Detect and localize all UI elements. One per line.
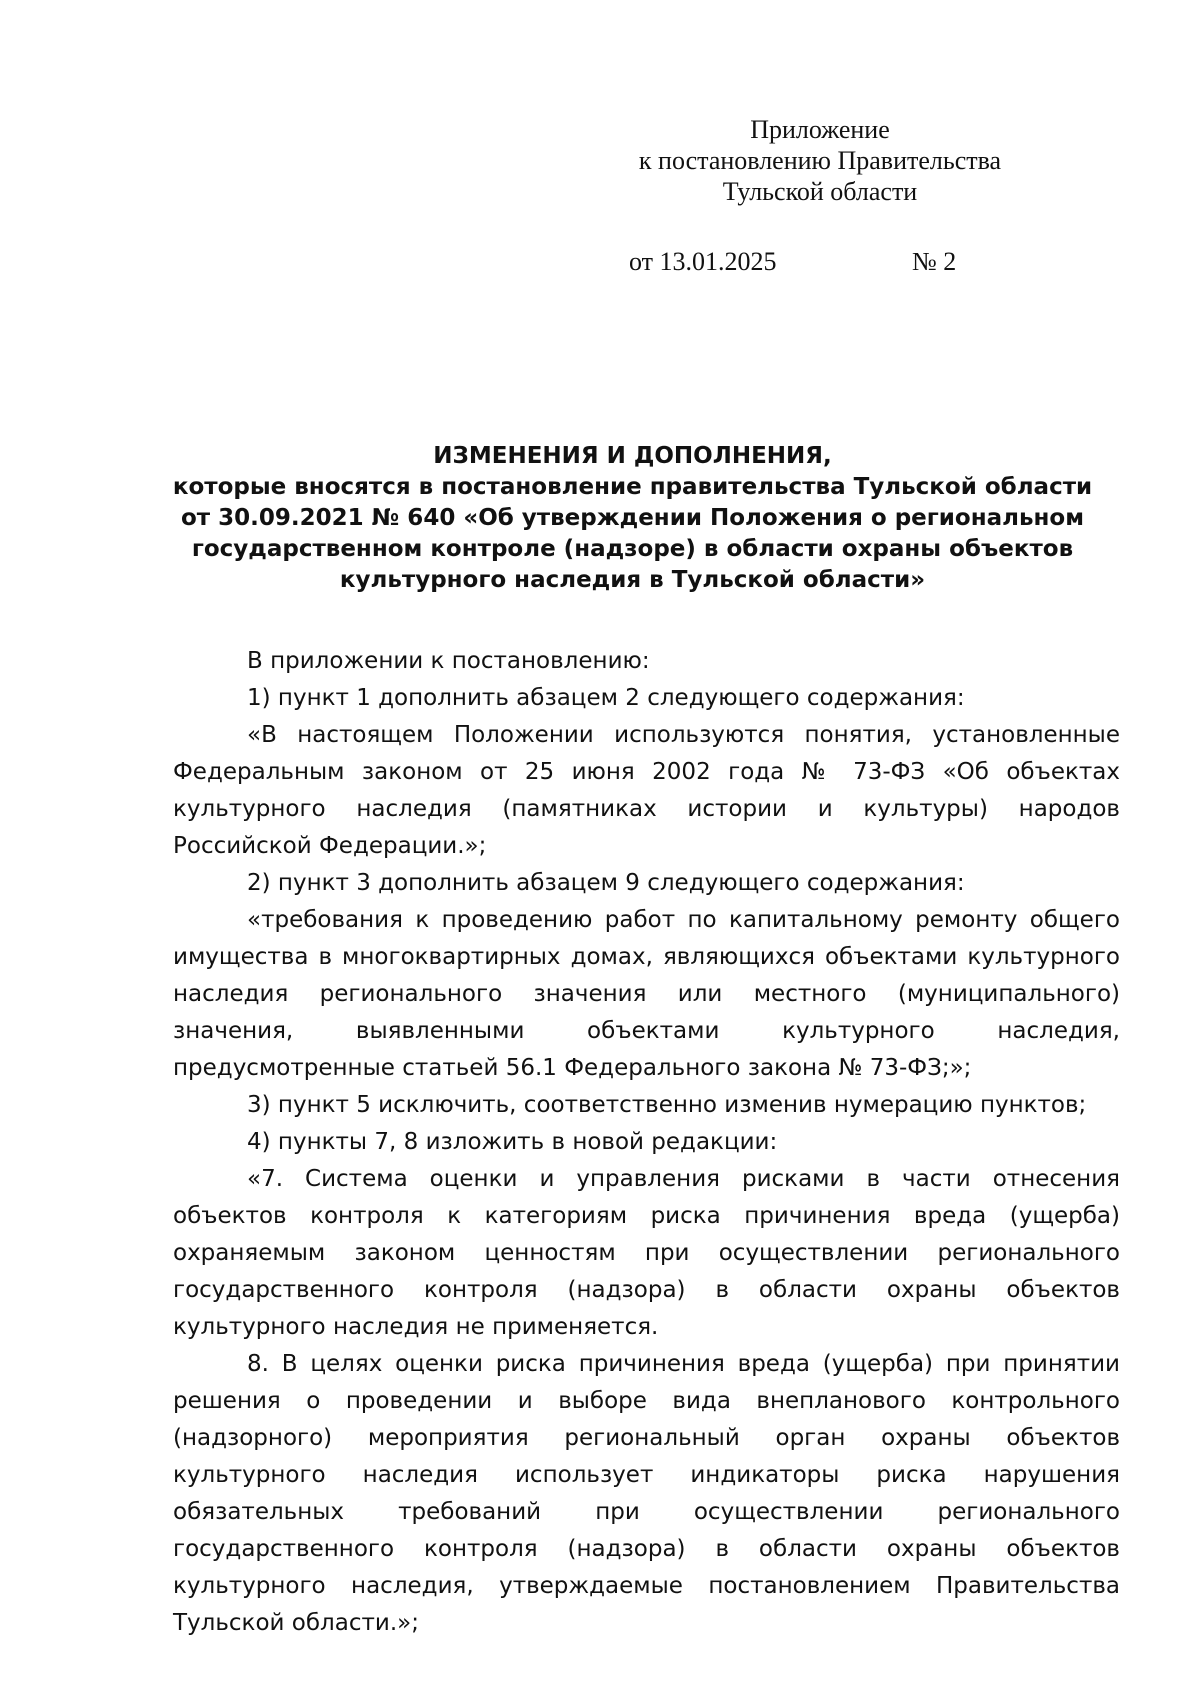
paragraph-quote-item-2: «требования к проведению работ по капитальному ремонту общего имущества в многоквартирных домах, являющихся объектами культурного наследия регионального значения или местного (муниципального) значения, выявленными объектами культурного наследия, предусмотренные статьей 56.1 Федерального закона № 73-ФЗ;»; [173, 907, 1120, 1081]
title-line-3: от 30.09.2021 № 640 «Об утверждении Положения о региональном [180, 505, 1085, 531]
date-number-line [0, 245, 1200, 279]
title-line-5: культурного наследия в Тульской области» [339, 567, 926, 593]
paragraph-quote-item-1: «В настоящем Положении используются понятия, установленные Федеральным законом от 25 июня 2002 года № 73-ФЗ «Об объектах культурного наследия (памятниках истории и культуры) народов Российской Федерации.»; [173, 722, 1120, 859]
appendix-header [560, 114, 1080, 207]
paragraph-point-8: 8. В целях оценки риска причинения вреда (ущерба) при принятии решения о проведении и выборе вида внепланового контрольного (надзорного) мероприятия региональный орган охраны объектов культурного наследия использует индикаторы риска нарушения обязательных требований при осуществлении регионального государственного контроля (надзора) в области охраны объектов культурного наследия, утверждаемые постановлением Правительства Тульской области.»; [173, 1351, 1120, 1636]
paragraph-item-3: 3) пункт 5 исключить, соответственно изменив нумерацию пунктов; [247, 1092, 1087, 1118]
title-line-1: ИЗМЕНЕНИЯ И ДОПОЛНЕНИЯ, [433, 443, 832, 469]
document-body [173, 643, 1120, 1642]
document-title [160, 441, 1105, 596]
appendix-line-3: Тульской области [722, 177, 918, 206]
title-line-2: которые вносятся в постановление правительства Тульской области [172, 474, 1093, 500]
paragraph-point-7: «7. Система оценки и управления рисками в части отнесения объектов контроля к категориям риска причинения вреда (ущерба) охраняемым законом ценностям при осуществлении регионального государственного контроля (надзора) в области охраны объектов культурного наследия не применяется. [173, 1166, 1120, 1340]
paragraph-item-2: 2) пункт 3 дополнить абзацем 9 следующего содержания: [247, 870, 965, 896]
title-line-4: государственном контроле (надзоре) в области охраны объектов [191, 536, 1074, 562]
paragraph-item-1: 1) пункт 1 дополнить абзацем 2 следующего содержания: [247, 685, 965, 711]
document-date: от 13.01.2025 [629, 247, 777, 276]
document-number: № 2 [912, 247, 957, 276]
paragraph-item-4: 4) пункты 7, 8 изложить в новой редакции: [247, 1129, 778, 1155]
appendix-line-1: Приложение [750, 115, 890, 144]
paragraph-intro: В приложении к постановлению: [247, 648, 650, 674]
appendix-line-2: к постановлению Правительства [638, 146, 1002, 175]
